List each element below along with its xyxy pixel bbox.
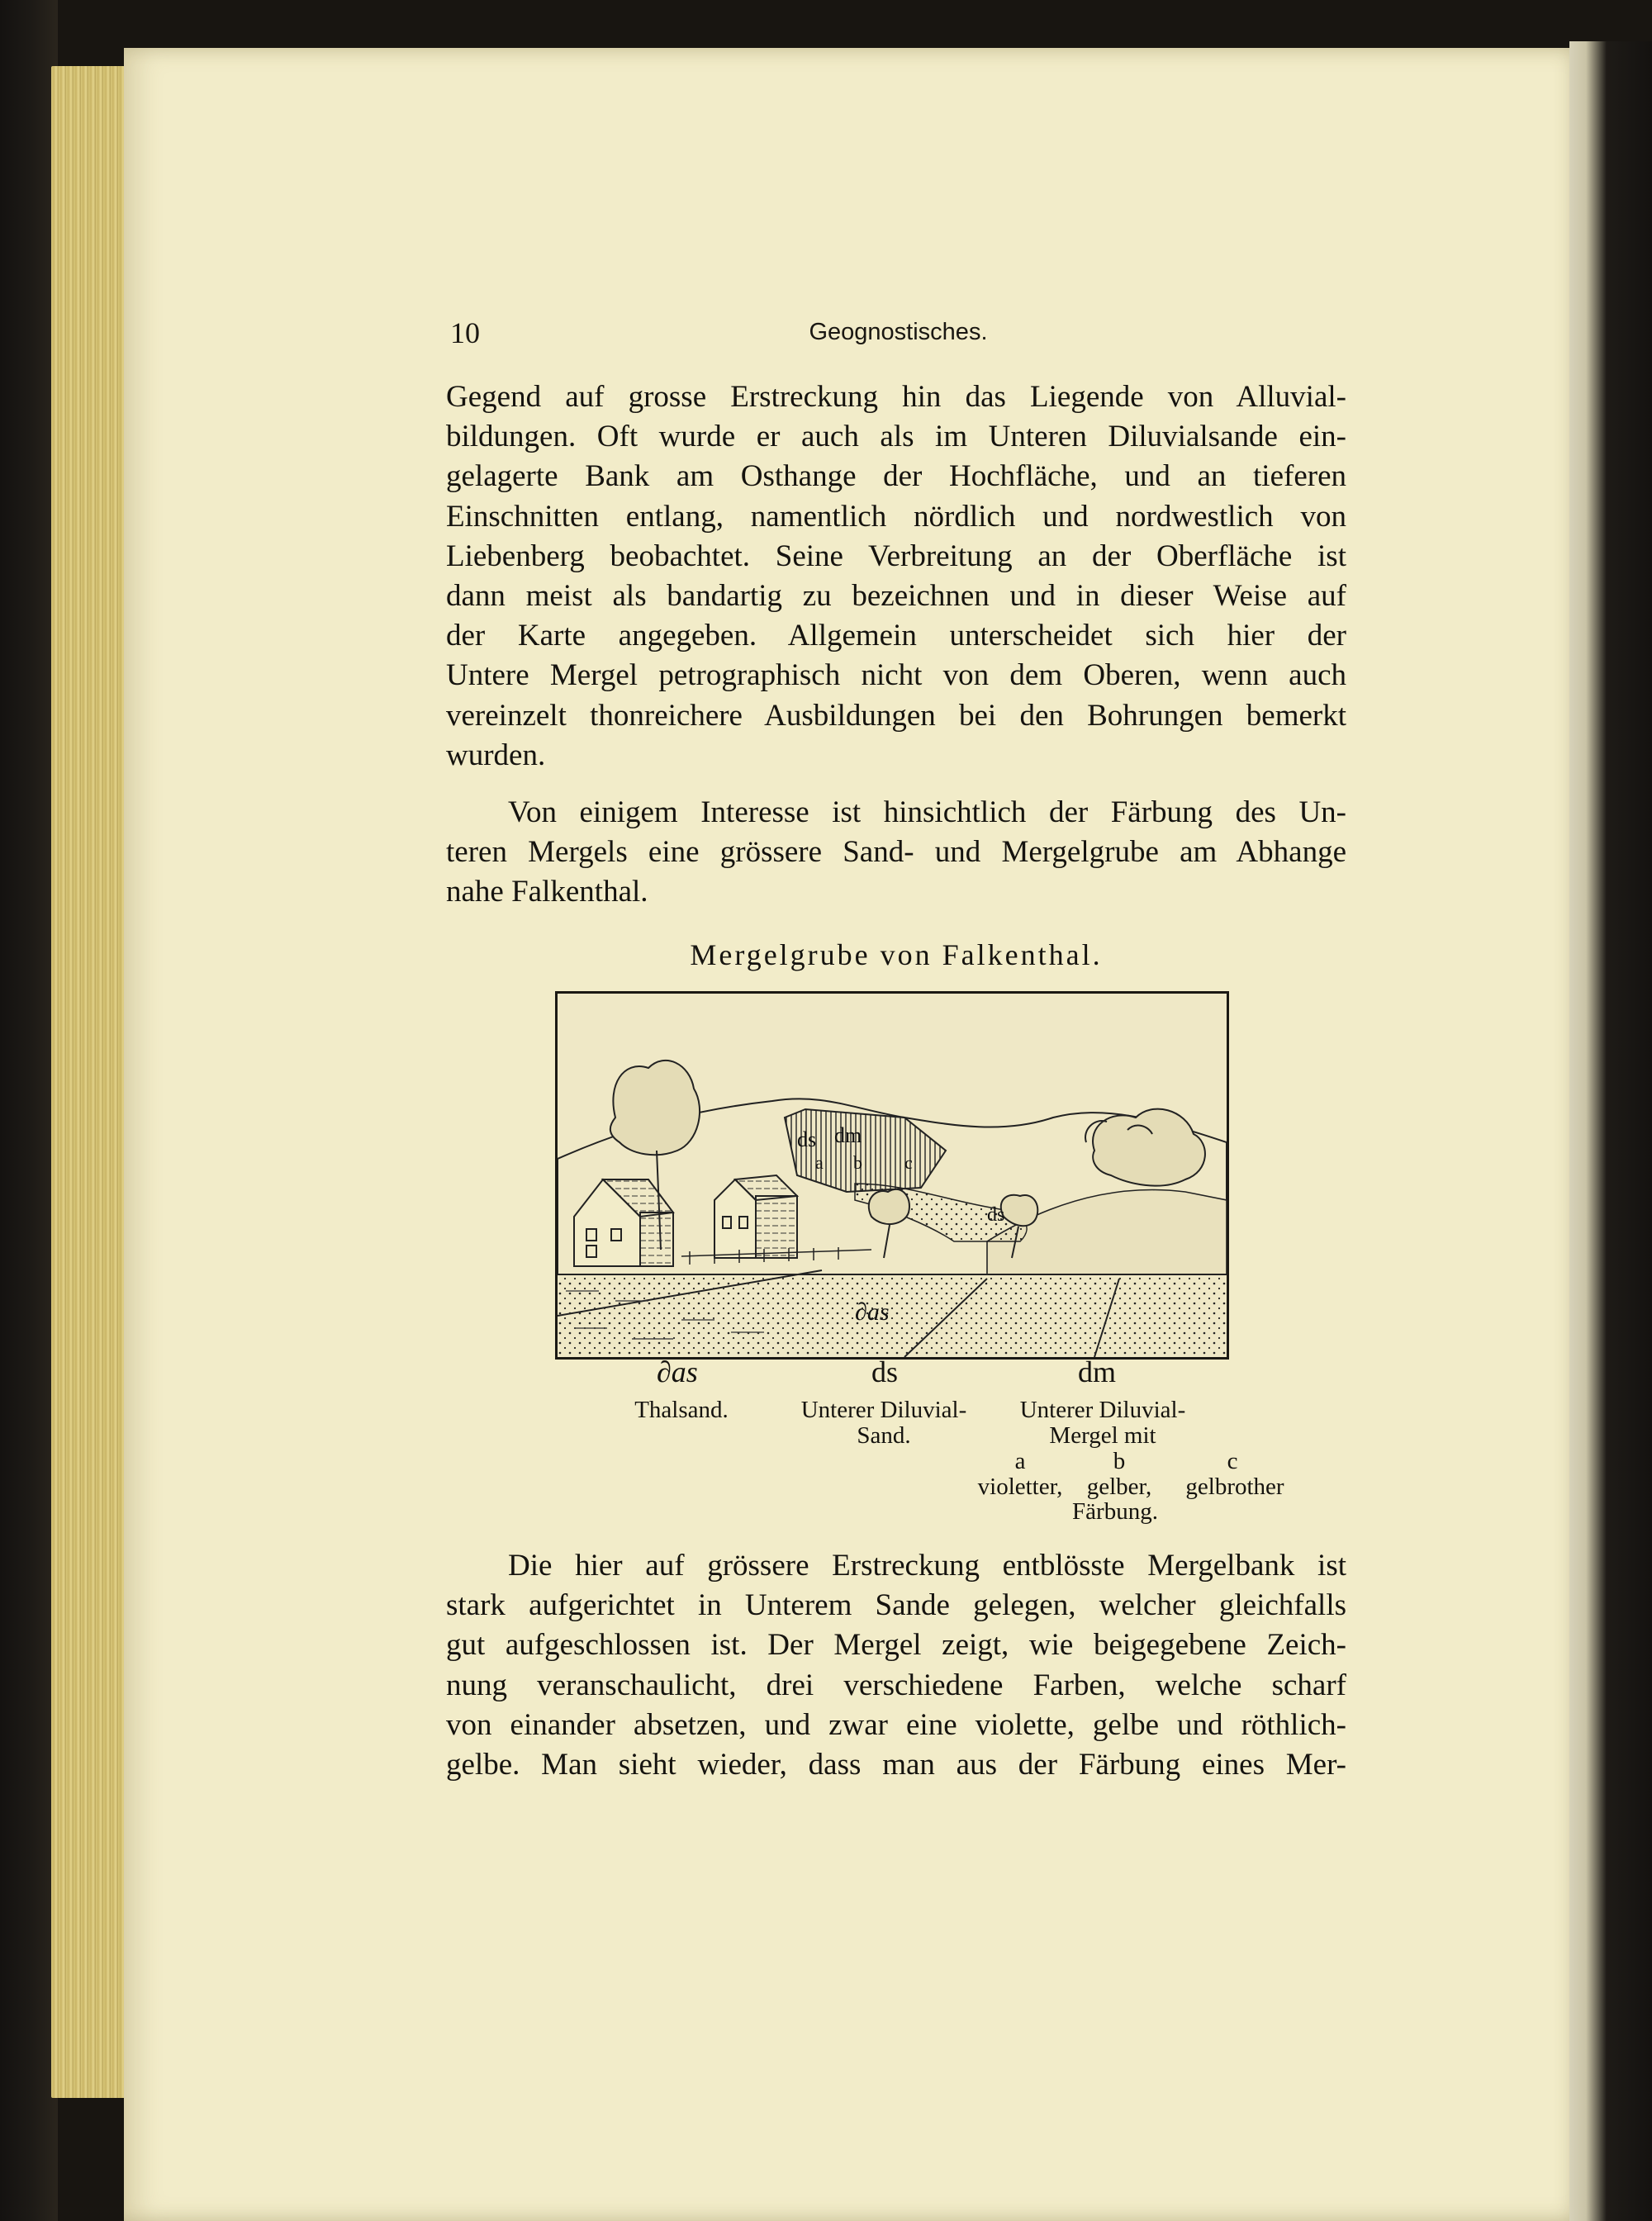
book-spine — [0, 0, 58, 2221]
text-line: bildungen. Oft wurde er auch als im Unteren Diluvialsande ein- — [446, 420, 1346, 454]
legend-a: a — [1014, 1448, 1026, 1474]
figure-engraving — [555, 991, 1229, 1360]
paragraph-1 — [446, 377, 1346, 776]
page-edges — [51, 66, 134, 2098]
text-line: Untere Mergel petrographisch nicht von dem Oberen, wenn auch — [446, 658, 1346, 693]
paragraph-2 — [446, 793, 1346, 913]
text-line: teren Mergels eine grössere Sand- und Mergelgrube am Abhange — [446, 835, 1346, 870]
label-c: c — [904, 1152, 913, 1173]
label-ds-right: ds — [987, 1204, 1005, 1226]
legend-b-label: gelber, — [1086, 1474, 1152, 1500]
legend-c: c — [1227, 1448, 1238, 1474]
text-line: dann meist als bandartig zu bezeichnen und in dieser Weise auf — [446, 579, 1346, 614]
text-line: Einschnitten entlang, namentlich nördlich und nordwestlich von — [446, 499, 1346, 534]
figure-legend — [578, 1355, 1305, 1525]
text-line: Gegend auf grosse Erstreckung hin das Liegende von Alluvial- — [446, 380, 1346, 414]
legend-das-label: Thalsand. — [634, 1397, 729, 1423]
page-header — [450, 316, 1346, 357]
running-head: Geognostisches. — [809, 319, 988, 345]
label-dm-top: dm — [834, 1123, 862, 1147]
legend-c-label: gelbrother — [1185, 1474, 1284, 1500]
legend-dm-label — [1008, 1398, 1198, 1449]
label-a: a — [815, 1152, 824, 1173]
legend-a-label: violetter, — [977, 1474, 1063, 1500]
legend-ds-symbol: ds — [871, 1355, 899, 1388]
legend-ds-label-line2: Sand. — [857, 1422, 911, 1449]
figure-title: Mergelgrube von Falkenthal. — [690, 938, 1103, 971]
text-line: stark aufgerichtet in Unterem Sande gelegen, welcher gleichfalls — [446, 1588, 1346, 1623]
legend-b: b — [1113, 1448, 1126, 1474]
text-line: von einander absetzen, und zwar eine violette, gelbe und röthlich- — [446, 1707, 1346, 1742]
text-line: nahe Falkenthal. — [446, 875, 648, 909]
legend-dm-symbol: dm — [1078, 1355, 1117, 1388]
legend-farbung: Färbung. — [1072, 1498, 1158, 1525]
text-line: nung veranschaulicht, drei verschiedene Farben, welche scharf — [446, 1668, 1346, 1702]
text-line: Die hier auf grössere Erstreckung entblösste Mergelbank ist — [508, 1549, 1346, 1583]
label-das: ∂as — [855, 1298, 890, 1326]
right-page-edge — [1569, 41, 1652, 2221]
paragraph-3 — [446, 1546, 1346, 1785]
page-number: 10 — [450, 316, 480, 349]
legend-das-symbol: ∂as — [657, 1355, 698, 1388]
text-line: der Karte angegeben. Allgemein unterscheidet sich hier der — [446, 619, 1346, 653]
legend-dm-label-line1: Unterer Diluvial- — [1019, 1397, 1186, 1423]
legend-ds-label-line1: Unterer Diluvial- — [800, 1397, 967, 1423]
text-line: gut aufgeschlossen ist. Der Mergel zeigt, wie beigegebene Zeich- — [446, 1628, 1346, 1663]
legend-ds-label — [781, 1398, 987, 1449]
text-line: Liebenberg beobachtet. Seine Verbreitung an der Oberfläche ist — [446, 539, 1346, 573]
text-line: gelagerte Bank am Osthange der Hochfläche, und an tieferen — [446, 459, 1346, 494]
label-b: b — [853, 1152, 862, 1173]
text-line: vereinzelt thonreichere Ausbildungen bei den Bohrungen bemerkt — [446, 698, 1346, 733]
text-line: gelbe. Man sieht wieder, dass man aus der Färbung eines Mer- — [446, 1748, 1346, 1782]
text-line: Von einigem Interesse ist hinsichtlich der Färbung des Un- — [508, 795, 1346, 829]
label-ds-top: ds — [797, 1127, 817, 1151]
text-line: wurden. — [446, 738, 546, 772]
legend-dm-label-line2: Mergel mit — [1049, 1422, 1156, 1449]
engraving-illustration — [558, 994, 1227, 1357]
